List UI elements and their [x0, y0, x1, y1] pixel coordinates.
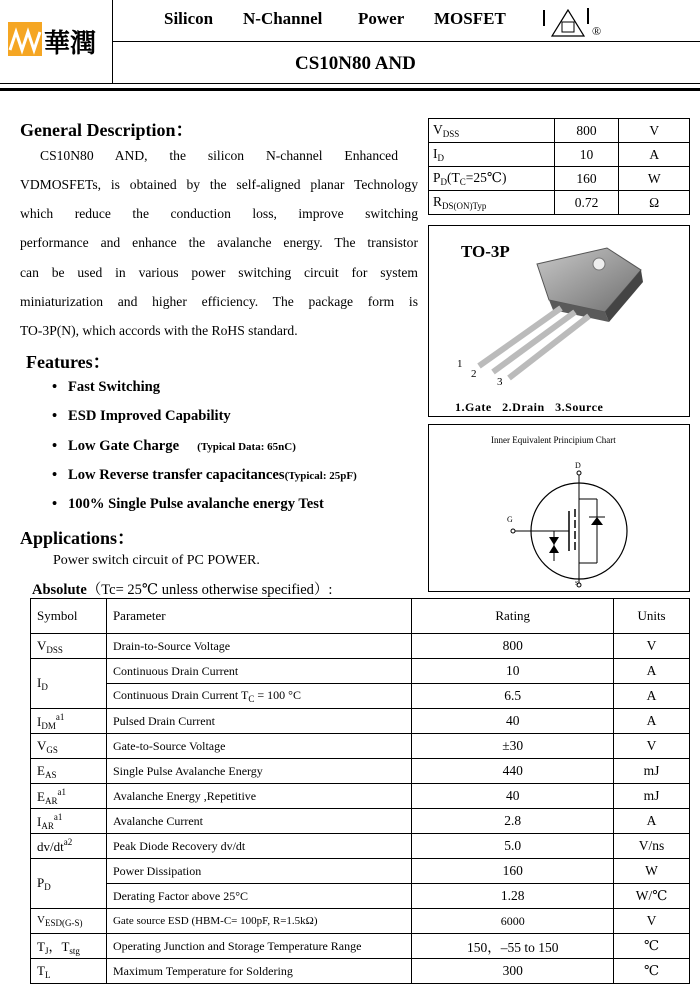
feature-note: (Typical: 25pF) [284, 470, 357, 482]
row-symbol [31, 734, 107, 759]
table-row [31, 759, 690, 784]
row-rating: 1.28 [412, 884, 614, 909]
registered-mark: ® [592, 24, 602, 38]
applications-heading-colon: ： [117, 528, 136, 548]
row-symbol [31, 759, 107, 784]
logo-box [0, 0, 113, 84]
circuit-source-label: S [575, 581, 579, 587]
col-header-units: Units [614, 599, 690, 634]
table-row [31, 659, 690, 684]
row-rating: 2.8 [412, 809, 614, 834]
spec-unit: W [619, 167, 690, 191]
bullet-icon: • [52, 467, 58, 483]
row-unit: V [614, 634, 690, 659]
circuit-gate-label: G [507, 515, 513, 524]
title-word-4: MOSFET [434, 9, 506, 28]
row-parameter: Gate-to-Source Voltage [106, 734, 411, 759]
row-unit: V [614, 909, 690, 934]
desc-line-6: miniaturization and higher efficiency. The package form is [20, 294, 418, 309]
row-parameter: Drain-to-Source Voltage [106, 634, 411, 659]
sym-sub: AS [44, 769, 57, 780]
feature-text: 100% Single Pulse avalanche energy Test [68, 496, 324, 512]
row-unit: A [614, 809, 690, 834]
desc-line-2: VDMOSFETs, is obtained by the self-aligned planar Technology [20, 177, 418, 192]
table-row [31, 909, 690, 934]
desc-line-3: which reduce the conduction loss, improve switching [20, 206, 418, 221]
sym-text: dv/dt [37, 839, 64, 854]
table-row [31, 734, 690, 759]
general-heading-colon: ： [175, 120, 194, 140]
table-header-row [31, 599, 690, 634]
param-text: Continuous Drain Current T [112, 688, 249, 702]
row-rating: 40 [412, 784, 614, 809]
row-rating: ±30 [412, 734, 614, 759]
general-heading-text: General Description [20, 120, 176, 140]
sym-text: E [37, 762, 45, 778]
row-rating: 40 [412, 709, 614, 734]
row-parameter: Power Dissipation [106, 859, 411, 884]
row-symbol [31, 709, 107, 734]
pin-3-label: 3 [497, 376, 503, 388]
row-unit: ℃ [614, 934, 690, 959]
spec-sym-sub: D [440, 177, 448, 187]
spec-row [429, 143, 690, 167]
row-parameter: Continuous Drain Current [106, 659, 411, 684]
sym-sub: ESD(G-S) [44, 918, 83, 928]
col-header-symbol: Symbol [31, 599, 107, 634]
spec-sym-sub: DS(ON)Typ [442, 201, 487, 211]
feature-item [52, 438, 296, 455]
sym-sub: D [44, 882, 51, 892]
row-symbol [31, 834, 107, 859]
package-name: TO-3P [461, 242, 510, 261]
absolute-condition: （Tc= 25℃ unless otherwise specified）: [86, 582, 333, 598]
sym-sup: a1 [57, 786, 66, 797]
table-row [31, 859, 690, 884]
row-rating: 5.0 [412, 834, 614, 859]
row-unit: mJ [614, 784, 690, 809]
spec-value: 160 [554, 167, 619, 191]
sym-text-2: ，T [48, 939, 70, 954]
part-number: CS10N80 AND [295, 53, 416, 74]
absolute-ratings-table [30, 598, 690, 984]
bullet-icon: • [52, 379, 58, 395]
row-parameter: Single Pulse Avalanche Energy [106, 759, 411, 784]
package-box [428, 225, 690, 417]
row-parameter: Peak Diode Recovery dv/dt [106, 834, 411, 859]
spec-sym-text: I [433, 146, 438, 161]
row-symbol [31, 959, 107, 984]
table-row [31, 784, 690, 809]
sym-sub: DM [41, 720, 56, 731]
title-word-2: N-Channel [243, 9, 323, 28]
spec-sym-sub: DSS [442, 129, 460, 139]
sym-text: V [37, 914, 45, 926]
row-unit: mJ [614, 759, 690, 784]
table-row [31, 834, 690, 859]
feature-note: (Typical Data: 65nC) [197, 441, 296, 453]
sym-sup: a1 [53, 811, 63, 822]
spec-row [429, 191, 690, 215]
sym-text: I [37, 713, 42, 729]
row-unit: A [614, 659, 690, 684]
features-heading [26, 348, 111, 374]
row-parameter: Maximum Temperature for Soldering [106, 959, 411, 984]
applications-heading [20, 524, 135, 550]
title-word-3: Power [358, 9, 405, 28]
param-tail: = 100 °C [254, 688, 301, 702]
sym-text: V [37, 737, 47, 753]
row-unit: A [614, 709, 690, 734]
row-rating: 6.5 [412, 684, 614, 709]
row-unit: V [614, 734, 690, 759]
desc-line-4: performance and enhance the avalanche energy. The transistor [20, 235, 418, 250]
sym-sub: J [44, 946, 49, 956]
circuit-title: Inner Equivalent Principium Chart [491, 435, 616, 445]
feature-item [52, 467, 357, 484]
table-row [31, 884, 690, 909]
header-rule [0, 88, 700, 91]
row-symbol [31, 659, 107, 709]
row-parameter: Gate source ESD (HBM-C= 100pF, R=1.5kΩ) [106, 909, 411, 934]
row-rating: 800 [412, 634, 614, 659]
spec-value: 10 [554, 143, 619, 167]
row-parameter [106, 684, 411, 709]
spec-symbol [429, 167, 555, 191]
company-logo-icon [0, 0, 112, 84]
sym-sup: a1 [55, 711, 65, 722]
table-row [31, 959, 690, 984]
spec-sym-text: R [433, 194, 443, 209]
sym-text: T [37, 962, 45, 978]
desc-line-7: TO-3P(N), which accords with the RoHS standard. [20, 323, 298, 338]
pin-function-labels: 1.Gate 2.Drain 3.Source [455, 400, 604, 414]
feature-text: ESD Improved Capability [68, 408, 231, 424]
feature-text: Fast Switching [68, 379, 161, 395]
spec-sym-tail: =25℃) [465, 170, 507, 185]
pin-1-label: 1 [457, 358, 463, 370]
table-row [31, 709, 690, 734]
spec-symbol [429, 191, 555, 215]
sym-sub: AR [41, 820, 54, 831]
feature-text: Low Reverse transfer capacitances [68, 467, 285, 483]
features-heading-text: Features [26, 352, 93, 372]
row-parameter: Derating Factor above 25°C [106, 884, 411, 909]
row-unit: A [614, 684, 690, 709]
sym-sub-2: stg [69, 946, 80, 956]
logo-chinese: 華潤 [44, 29, 97, 59]
desc-line-5: can be used in various power switching circuit for system [20, 265, 418, 280]
features-heading-colon: ： [92, 352, 111, 372]
to3p-package-icon [429, 226, 689, 416]
feature-text: Low Gate Charge [68, 438, 180, 454]
row-symbol [31, 934, 107, 959]
sym-text: I [37, 813, 42, 829]
row-unit: W [614, 859, 690, 884]
spec-unit: Ω [619, 191, 690, 215]
mosfet-symbol-icon [429, 425, 689, 591]
row-symbol [31, 809, 107, 834]
applications-heading-text: Applications [20, 528, 118, 548]
spec-sym-sub: D [437, 153, 444, 163]
row-parameter: Avalanche Current [106, 809, 411, 834]
row-unit: ℃ [614, 959, 690, 984]
title-word-1: Silicon [164, 9, 214, 28]
spec-row [429, 167, 690, 191]
row-rating: 440 [412, 759, 614, 784]
table-row [31, 684, 690, 709]
desc-line-1: CS10N80 AND, the silicon N-channel Enhanced [40, 148, 398, 163]
row-parameter: Operating Junction and Storage Temperature Range [106, 934, 411, 959]
spec-sym-text: P [433, 170, 441, 185]
sym-sub: L [44, 969, 51, 980]
row-rating: 6000 [412, 909, 614, 934]
row-symbol [31, 634, 107, 659]
circuit-drain-label: D [575, 461, 581, 470]
row-rating: 300 [412, 959, 614, 984]
spec-unit: A [619, 143, 690, 167]
table-row [31, 809, 690, 834]
bullet-icon: • [52, 438, 58, 454]
spec-sym-text: V [433, 122, 443, 137]
absolute-heading-text: Absolute [32, 582, 87, 598]
bullet-icon: • [52, 408, 58, 424]
absolute-heading [32, 578, 332, 599]
spec-symbol [429, 119, 555, 143]
col-header-rating: Rating [412, 599, 614, 634]
row-symbol [31, 859, 107, 909]
feature-item [52, 408, 231, 425]
row-parameter: Pulsed Drain Current [106, 709, 411, 734]
sym-text: E [37, 788, 45, 804]
bullet-icon: • [52, 496, 58, 512]
param-sub: C [248, 694, 255, 704]
sym-sub: GS [46, 744, 58, 755]
sym-text: T [37, 939, 45, 954]
sym-sub: D [41, 682, 48, 692]
sym-text: P [37, 875, 45, 890]
row-symbol [31, 784, 107, 809]
pin-2-label: 2 [471, 368, 477, 380]
spec-value: 800 [554, 119, 619, 143]
table-row [31, 934, 690, 959]
row-symbol [31, 909, 107, 934]
sym-sub: DSS [46, 644, 63, 655]
sym-sup: a2 [63, 837, 73, 847]
applications-text: Power switch circuit of PC POWER. [53, 553, 260, 568]
row-unit: W/℃ [614, 884, 690, 909]
feature-item [52, 496, 324, 513]
spec-value: 0.72 [554, 191, 619, 215]
row-rating: 10 [412, 659, 614, 684]
spec-unit: V [619, 119, 690, 143]
feature-item [52, 379, 160, 396]
row-parameter: Avalanche Energy ,Repetitive [106, 784, 411, 809]
sym-text: V [37, 637, 47, 653]
row-rating: 160 [412, 859, 614, 884]
equivalent-circuit-box [428, 424, 690, 592]
spec-sym-sub2: C [459, 177, 466, 187]
row-unit: V/ns [614, 834, 690, 859]
key-spec-table [428, 118, 690, 215]
table-row [31, 634, 690, 659]
spec-sym-suffix: (T [447, 170, 460, 185]
spec-row [429, 119, 690, 143]
spec-symbol [429, 143, 555, 167]
row-rating: 150，–55 to 150 [412, 934, 614, 959]
col-header-parameter: Parameter [106, 599, 411, 634]
sym-sub: AR [44, 795, 58, 806]
general-description-heading [20, 116, 193, 142]
sym-text: I [37, 675, 42, 690]
